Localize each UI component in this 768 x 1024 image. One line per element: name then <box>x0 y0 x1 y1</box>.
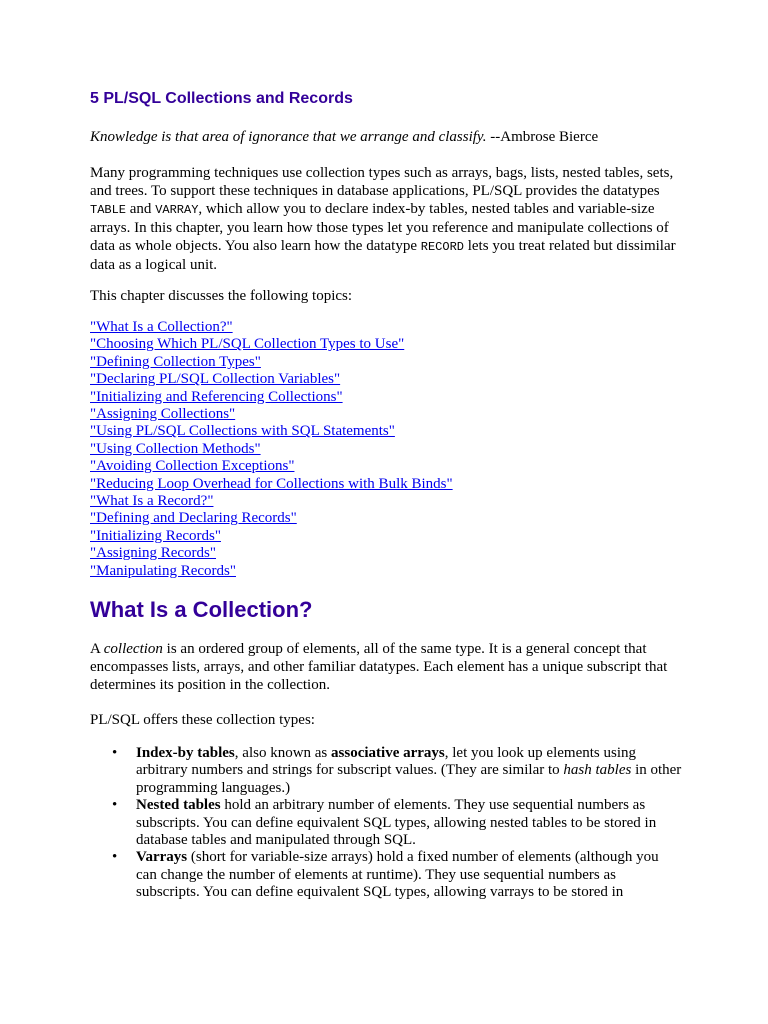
topic-item <box>90 406 453 423</box>
topics-list <box>90 319 453 580</box>
list-item: • Nested tables hold an arbitrary number of elements. They use sequential numbers as subscripts. You can define equivalent SQL types, allowing nested tables to be stored in database tables and manipulated through SQL. <box>112 797 657 849</box>
epigraph-attribution: --Ambrose Bierce <box>486 129 599 145</box>
topic-item <box>90 458 453 475</box>
list-item: • Index-by tables, also known as associative arrays, let you look up elements using arbitrary numbers and strings for subscript values. (They are similar to hash tables in other programming languages.) <box>112 745 682 796</box>
topic-item <box>90 441 453 458</box>
topic-link[interactable]: "Defining and Declaring Records" <box>90 510 297 527</box>
intro-paragraph: Many programming techniques use collection types such as arrays, bags, lists, nested tables, sets, and trees. To support these techniques in database applications, PL/SQL provides the datatypes TABLE and VARRAY, which allow you to declare index-by tables, nested tables and variable-size arrays. In this chapter, you learn how those types let you reference and manipulate collections of data as whole objects. You also learn how the datatype RECORD lets you treat related but dissimilar data as a logical unit. <box>90 165 676 273</box>
topic-link[interactable]: "Defining Collection Types" <box>90 353 261 370</box>
topic-item <box>90 371 453 388</box>
topic-link[interactable]: "Assigning Records" <box>90 545 216 562</box>
list-item: • Varrays (short for variable-size arrays) hold a fixed number of elements (although you can change the number of elements at runtime). They use sequential numbers as subscripts. You can define equivalent SQL types, allowing varrays to be stored in <box>112 849 659 901</box>
bullet-marker: • <box>112 745 118 761</box>
topic-link[interactable]: "Manipulating Records" <box>90 562 236 579</box>
topic-item <box>90 336 453 353</box>
topic-item <box>90 493 453 510</box>
chapter-title: 5 PL/SQL Collections and Records <box>90 90 353 107</box>
topic-item <box>90 510 453 527</box>
topic-item <box>90 528 453 545</box>
topic-link[interactable]: "Choosing Which PL/SQL Collection Types to Use" <box>90 336 405 353</box>
topic-item <box>90 423 453 440</box>
code-table: TABLE <box>90 203 127 217</box>
topic-link[interactable]: "Using Collection Methods" <box>90 440 261 457</box>
topic-link[interactable]: "Declaring PL/SQL Collection Variables" <box>90 371 341 388</box>
code-record: RECORD <box>420 240 464 254</box>
epigraph-quote: Knowledge is that area of ignorance that we arrange and classify. <box>90 129 487 145</box>
topic-link[interactable]: "Initializing Records" <box>90 527 221 544</box>
code-varray: VARRAY <box>155 203 199 217</box>
bullet-marker: • <box>112 849 118 866</box>
topic-item <box>90 319 453 336</box>
topic-item <box>90 545 453 562</box>
topic-item <box>90 563 453 580</box>
collection-definition-paragraph: A collection is an ordered group of elements, all of the same type. It is a general concept that encompasses lists, arrays, and other familiar datatypes. Each element has a unique subscript that determines its position in the collection. <box>90 641 668 693</box>
topic-link[interactable]: "Using PL/SQL Collections with SQL Statements" <box>90 423 395 440</box>
topic-link[interactable]: "Assigning Collections" <box>90 406 236 423</box>
topic-link[interactable]: "Reducing Loop Overhead for Collections with Bulk Binds" <box>90 475 453 492</box>
epigraph <box>90 128 598 146</box>
topic-link[interactable]: "Initializing and Referencing Collections" <box>90 388 343 405</box>
topics-intro: This chapter discusses the following topics: <box>90 288 353 304</box>
topic-link[interactable]: "Avoiding Collection Exceptions" <box>90 458 295 475</box>
topic-item <box>90 389 453 406</box>
collection-types-intro: PL/SQL offers these collection types: <box>90 712 315 728</box>
topic-item <box>90 354 453 371</box>
topic-link[interactable]: "What Is a Record?" <box>90 493 214 510</box>
section-title: What Is a Collection? <box>90 597 313 622</box>
bullet-marker: • <box>112 797 118 814</box>
collection-term: collection <box>103 641 163 657</box>
topic-link[interactable]: "What Is a Collection?" <box>90 319 233 335</box>
topic-item <box>90 476 453 493</box>
collection-types-list <box>90 745 682 902</box>
